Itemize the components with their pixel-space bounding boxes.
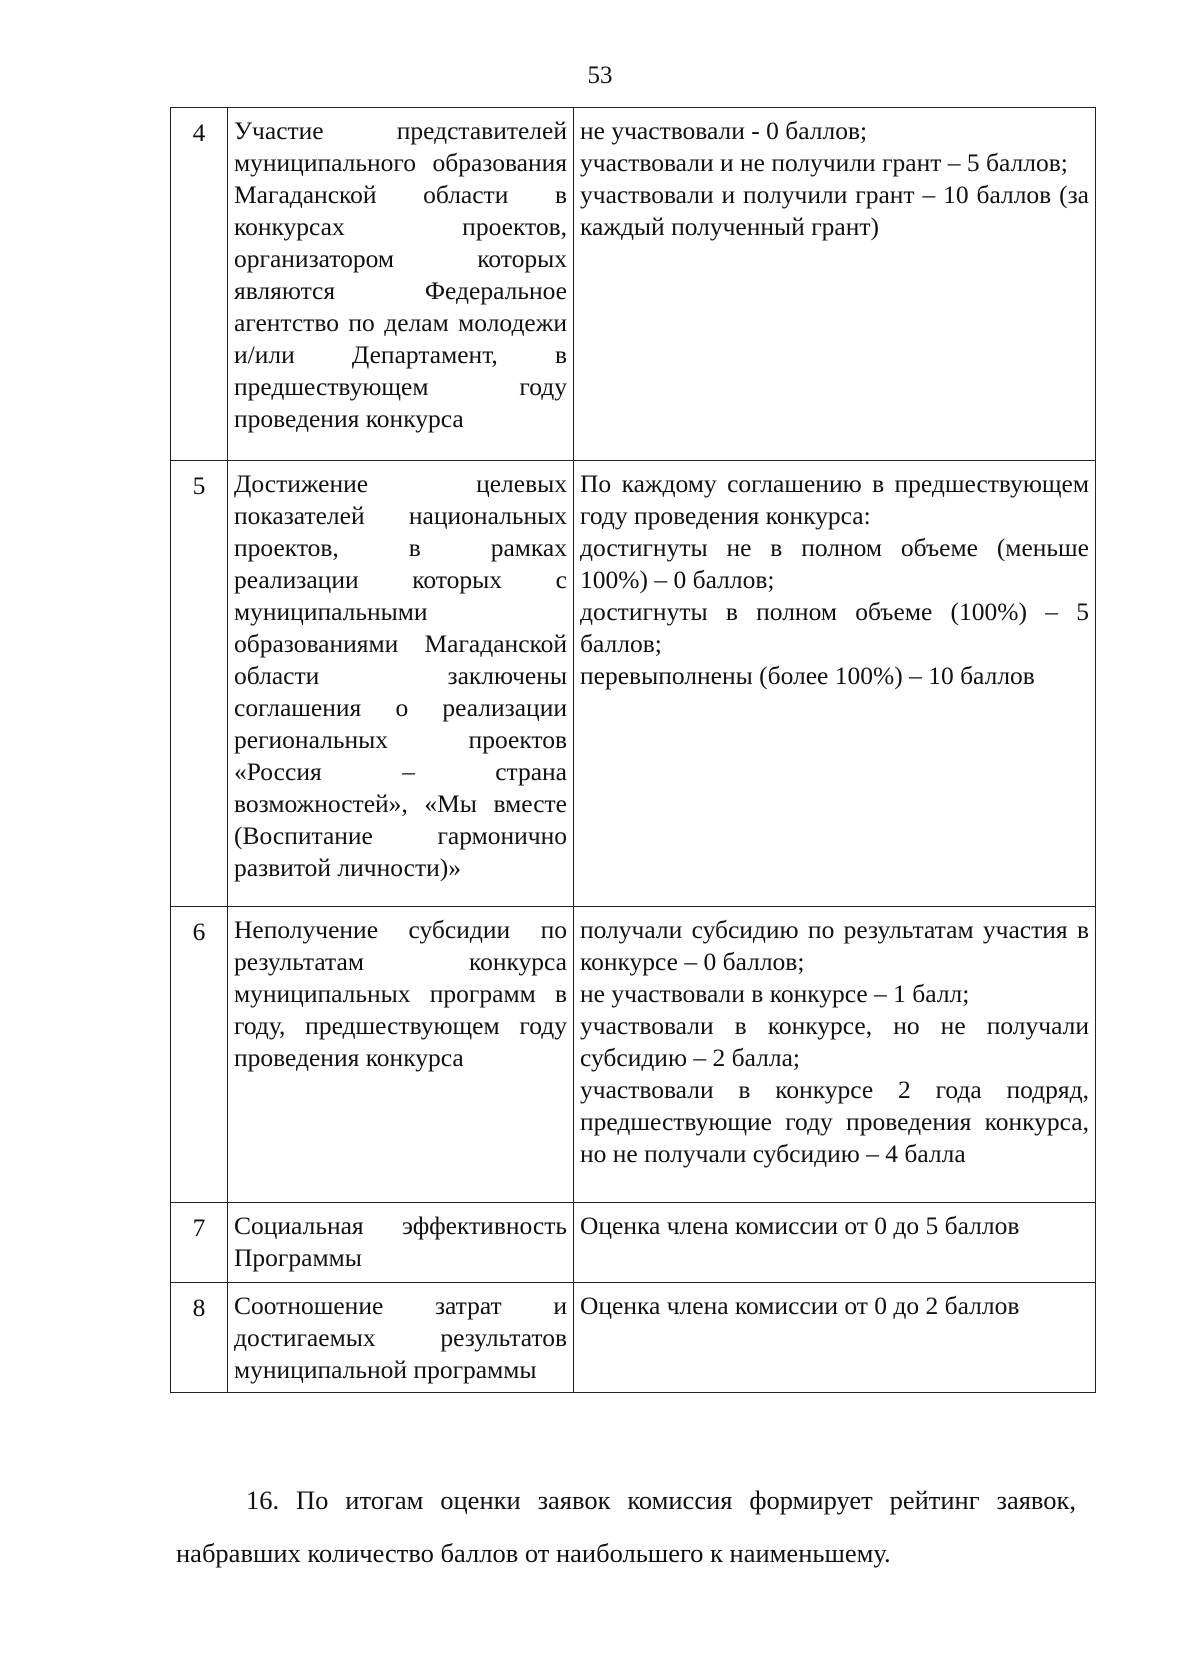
score-line: По каждому соглашению в предшествующем году проведения конкурса: [580,469,1089,530]
score-line: не участвовали - 0 баллов; [580,116,868,145]
table-row [171,1203,1096,1283]
criterion-cell: Соотношение затрат и достигаемых результатов муниципальной программы [228,1283,574,1393]
table-row [171,108,1096,461]
criteria-table [170,107,1096,1393]
row-number: 6 [171,907,228,1203]
score-cell [574,461,1096,907]
criterion-cell: Социальная эффективность Программы [228,1203,574,1283]
score-cell [574,108,1096,461]
closing-paragraph: 16. По итогам оценки заявок комиссия формирует рейтинг заявок, набравших количество баллов от наибольшего к наименьшему. [176,1485,1076,1568]
table-row [171,907,1096,1203]
row-number: 8 [171,1283,228,1393]
score-line: участвовали и получили грант – 10 баллов (за каждый полученный грант) [580,180,1089,241]
criterion-cell: Неполучение субсидии по результатам конкурса муниципальных программ в году, предшествующем году проведения конкурса [228,907,574,1203]
score-line: участвовали в конкурсе, но не получали субсидию – 2 балла; [580,1011,1089,1072]
table-row [171,461,1096,907]
score-line: достигнуты в полном объеме (100%) – 5 баллов; [580,597,1089,658]
score-line: участвовали в конкурсе 2 года подряд, предшествующие году проведения конкурса, но не получали субсидию – 4 балла [580,1075,1089,1168]
score-cell [574,1203,1096,1283]
criterion-cell: Достижение целевых показателей национальных проектов, в рамках реализации которых с муниципальными образованиями Магаданской области заключены соглашения о реализации региональных проектов «Россия – страна возможностей», «Мы вместе (Воспитание гармонично развитой личности)» [228,461,574,907]
row-number: 7 [171,1203,228,1283]
score-line: перевыполнены (более 100%) – 10 баллов [580,661,1035,690]
row-number: 4 [171,108,228,461]
score-cell [574,1283,1096,1393]
score-line: Оценка члена комиссии от 0 до 5 баллов [580,1211,1020,1240]
score-cell [574,907,1096,1203]
page-number: 53 [587,62,613,89]
score-line: достигнуты не в полном объеме (меньше 100%) – 0 баллов; [580,533,1089,594]
table-row [171,1283,1096,1393]
score-line: Оценка члена комиссии от 0 до 2 баллов [580,1291,1020,1320]
row-number: 5 [171,461,228,907]
score-line: получали субсидию по результатам участия в конкурсе – 0 баллов; [580,915,1089,976]
score-line: не участвовали в конкурсе – 1 балл; [580,979,970,1008]
score-line: участвовали и не получили грант – 5 баллов; [580,148,1068,177]
criterion-cell: Участие представителей муниципального образования Магаданской области в конкурсах проектов, организатором которых являются Федеральное агентство по делам молодежи и/или Департамент, в предшествующем году проведения конкурса [228,108,574,461]
